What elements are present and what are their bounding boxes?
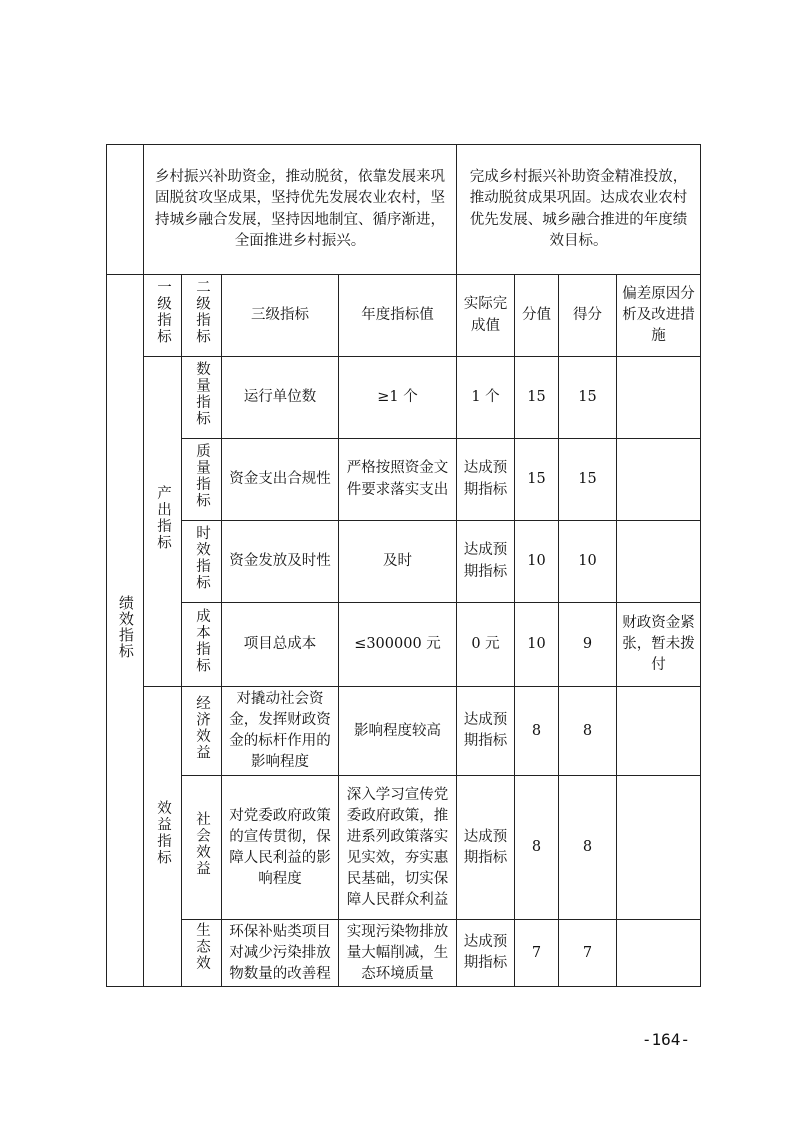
row-l2: 成本指标 — [182, 603, 222, 687]
row-score: 9 — [559, 603, 617, 687]
row-weight: 15 — [515, 439, 559, 521]
row-weight: 10 — [515, 521, 559, 603]
row-score: 8 — [559, 776, 617, 920]
header-deviation: 偏差原因分析及改进措施 — [617, 275, 701, 357]
header-actual: 实际完成值 — [457, 275, 515, 357]
row-score: 8 — [559, 687, 617, 776]
row-l3: 环保补贴类项目对减少污染排放物数量的改善程 — [222, 920, 339, 987]
completion-text: 完成乡村振兴补助资金精准投放，推动脱贫成果巩固。达成农业农村优先发展、城乡融合推进的年度绩效目标。 — [457, 145, 701, 275]
header-level3: 三级指标 — [222, 275, 339, 357]
row-actual: 达成预期指标 — [457, 439, 515, 521]
row-annual: 严格按照资金文件要求落实支出 — [339, 439, 457, 521]
row-weight: 8 — [515, 776, 559, 920]
table-row — [107, 920, 701, 987]
row-note — [617, 920, 701, 987]
row-note — [617, 687, 701, 776]
group-benefit: 效益指标 — [144, 687, 182, 987]
row-l3: 运行单位数 — [222, 357, 339, 439]
table-row — [107, 439, 701, 521]
row-actual: 0 元 — [457, 603, 515, 687]
row-weight: 7 — [515, 920, 559, 987]
row-annual: ≤300000 元 — [339, 603, 457, 687]
side-label: 绩效指标 — [116, 595, 135, 660]
row-l3: 项目总成本 — [222, 603, 339, 687]
row-l2: 时效指标 — [182, 521, 222, 603]
row-actual: 达成预期指标 — [457, 521, 515, 603]
row-actual: 达成预期指标 — [457, 687, 515, 776]
header-score: 得分 — [559, 275, 617, 357]
group-output: 产出指标 — [144, 357, 182, 687]
header-row — [107, 275, 701, 357]
side-label-cell — [107, 275, 144, 987]
row-annual: 实现污染物排放量大幅削减，生态环境质量 — [339, 920, 457, 987]
row-l2: 社会效益 — [182, 776, 222, 920]
row-score: 15 — [559, 439, 617, 521]
goal-side-cell — [107, 145, 144, 275]
row-l3: 资金支出合规性 — [222, 439, 339, 521]
table-row — [107, 687, 701, 776]
row-weight: 10 — [515, 603, 559, 687]
goal-row — [107, 145, 701, 275]
header-annual: 年度指标值 — [339, 275, 457, 357]
table-row — [107, 776, 701, 920]
row-annual: 及时 — [339, 521, 457, 603]
row-note: 财政资金紧张，暂未拨付 — [617, 603, 701, 687]
table-row — [107, 521, 701, 603]
row-l3: 对党委政府政策的宣传贯彻，保障人民利益的影响程度 — [222, 776, 339, 920]
row-annual: 深入学习宣传党委政府政策，推进系列政策落实见实效，夯实惠民基础，切实保障人民群众利益 — [339, 776, 457, 920]
row-l2: 经济效益 — [182, 687, 222, 776]
row-l3: 资金发放及时性 — [222, 521, 339, 603]
row-note — [617, 776, 701, 920]
header-level2: 二级指标 — [182, 275, 222, 357]
row-l3: 对撬动社会资金，发挥财政资金的标杆作用的影响程度 — [222, 687, 339, 776]
row-actual: 达成预期指标 — [457, 920, 515, 987]
row-actual: 1 个 — [457, 357, 515, 439]
row-note — [617, 439, 701, 521]
page-number: -164- — [641, 1030, 690, 1049]
row-score: 10 — [559, 521, 617, 603]
row-note — [617, 357, 701, 439]
header-weight: 分值 — [515, 275, 559, 357]
performance-table — [106, 144, 701, 987]
row-actual: 达成预期指标 — [457, 776, 515, 920]
row-weight: 8 — [515, 687, 559, 776]
row-score: 15 — [559, 357, 617, 439]
row-annual: ≥1 个 — [339, 357, 457, 439]
row-l2: 数量指标 — [182, 357, 222, 439]
header-level1: 一级指标 — [144, 275, 182, 357]
table-row — [107, 603, 701, 687]
row-annual: 影响程度较高 — [339, 687, 457, 776]
row-weight: 15 — [515, 357, 559, 439]
row-l2: 质量指标 — [182, 439, 222, 521]
row-score: 7 — [559, 920, 617, 987]
row-l2: 生态效 — [182, 920, 222, 987]
row-note — [617, 521, 701, 603]
table-row — [107, 357, 701, 439]
overall-goal-text: 乡村振兴补助资金，推动脱贫，依靠发展来巩固脱贫攻坚成果，坚持优先发展农业农村，坚持城乡融合发展，坚持因地制宜、循序渐进，全面推进乡村振兴。 — [144, 145, 457, 275]
